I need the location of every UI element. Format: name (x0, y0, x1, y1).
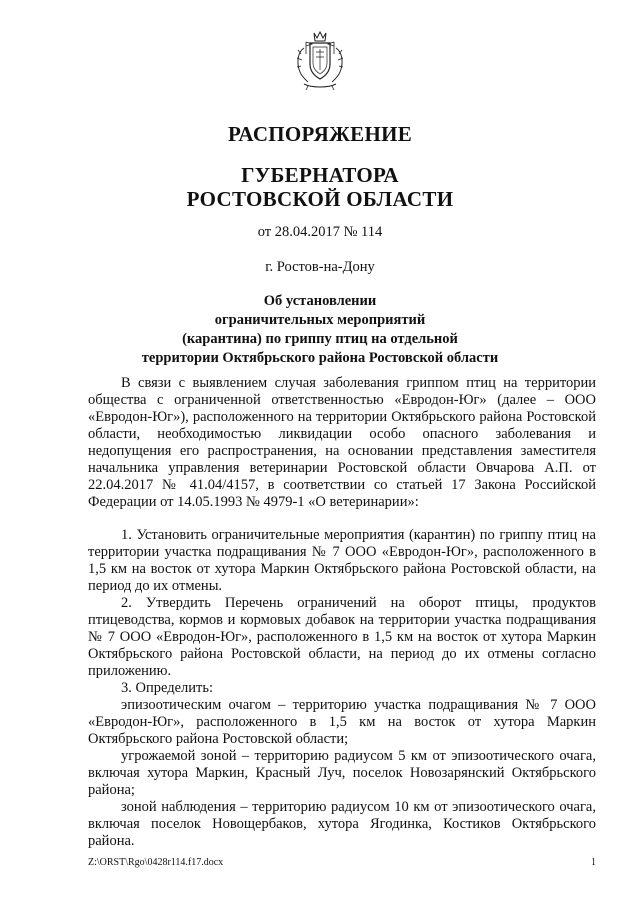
item-2-paragraph: 2. Утвердить Перечень ограничений на оборот птицы, продуктов птицеводства, кормов и кормовых добавок на территории участка подращивания № 7 ООО «Евродон-Юг», расположенного в 1,5 км на восток от хутора Маркин Октябрьского района Ростовской области, на период до их отмены согласно приложению. (88, 595, 596, 679)
document-date-number: от 28.04.2017 № 114 (257, 224, 383, 240)
preamble-paragraph: В связи с выявлением случая заболевания гриппом птиц на территории общества с ограниченной ответственностью «Евродон-Юг» (далее – ООО «Евродон-Юг»), расположенного на территории Октябрьского района Ростовской области, необходимостью ликвидации особо опасного заболевания и недопущения его распространения, на основании представления заместителя начальника управления ветеринарии Ростовской области Овчарова А.П. от 22.04.2017 № 41.04/4157, в соответствии со статьей 17 Закона Российской Федерации от 14.05.1993 № 4979-1 «О ветеринарии»: (88, 375, 596, 510)
item-3-outbreak-paragraph: эпизоотическим очагом – территорию участка подращивания № 7 ООО «Евродон-Юг», расположенного в 1,5 км на восток от хутора Маркин Октябрьского района Ростовской области; (88, 697, 596, 747)
subject-line: ограничительных мероприятий (214, 312, 426, 328)
subject-line: территории Октябрьского района Ростовской области (141, 350, 499, 366)
document-body (88, 375, 596, 850)
item-3-observation-zone-paragraph: зоной наблюдения – территорию радиусом 10 км от эпизоотического очага, включая поселок Новощербаков, хутора Ягодинка, Костиков Октябрьского района. (88, 799, 596, 849)
document-city: г. Ростов-на-Дону (265, 259, 375, 275)
issuer-title: ГУБЕРНАТОРА (241, 163, 399, 187)
item-3-paragraph: 3. Определить: (121, 680, 214, 696)
page-number: 1 (591, 857, 596, 868)
coat-of-arms-icon (292, 30, 348, 92)
subject-line: (карантина) по гриппу птиц на отдельной (182, 331, 458, 347)
document-subject (0, 292, 640, 368)
file-path: Z:\ORST\Rgo\0428r114.f17.docx (88, 857, 224, 868)
item-3-threat-zone-paragraph: угрожаемой зоной – территорию радиусом 5 км от эпизоотического очага, включая хутора Маркин, Красный Луч, поселок Новозарянский Октябрьского района; (88, 748, 596, 798)
subject-line: Об установлении (263, 293, 377, 309)
item-1-paragraph: 1. Установить ограничительные мероприятия (карантин) по гриппу птиц на территории участка подращивания № 7 ООО «Евродон-Юг», расположенного в 1,5 км на восток от хутора Маркин Октябрьского района Ростовской области, на период до их отмены. (88, 527, 596, 594)
page-footer (88, 857, 596, 868)
issuer-region: РОСТОВСКОЙ ОБЛАСТИ (186, 187, 454, 211)
document-type: РАСПОРЯЖЕНИЕ (227, 122, 413, 146)
